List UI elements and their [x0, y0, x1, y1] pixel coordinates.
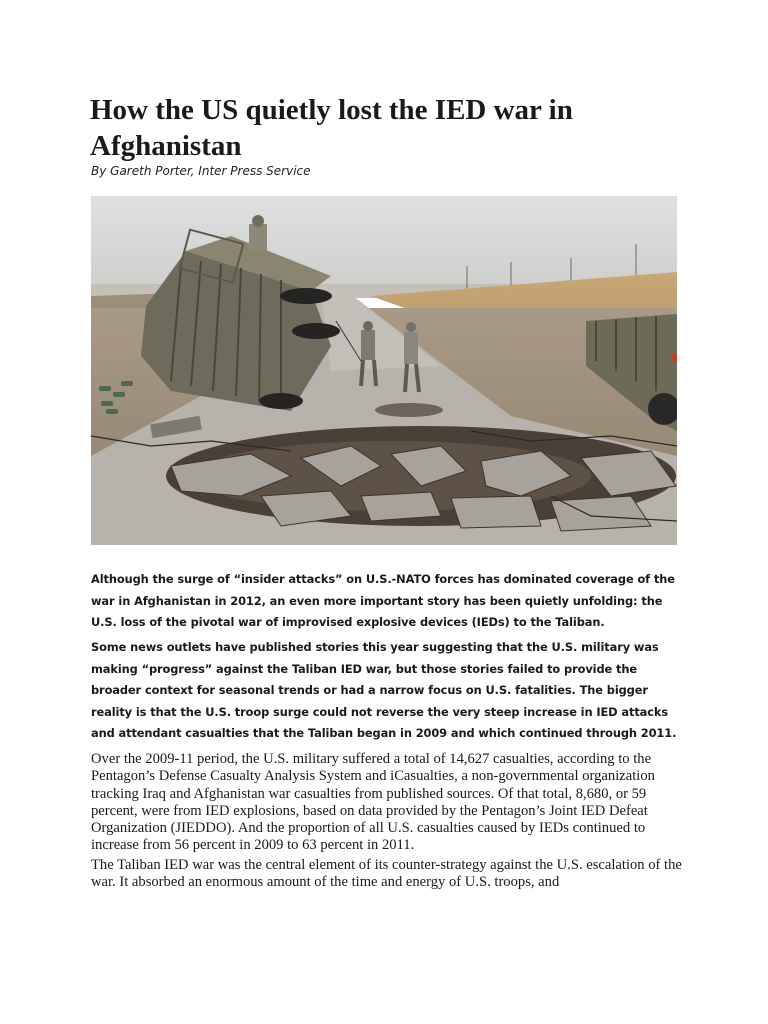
body-paragraph: Over the 2009-11 period, the U.S. military suffered a total of 14,627 casualties, according to the Pentagon’s Defense Casualty Analysis System and iCasualties, a non-governmental organization tracking Iraq and Afghanistan war casualties from published sources. Of that total, 8,680, or 59 percent, were from IED explosions, based on data provided by the Pentagon’s Joint IED Defeat Organization (JIEDDO). And the proportion of all U.S. casualties caused by IEDs continued to increase from 56 percent in 2009 to 63 percent in 2011. — [91, 751, 655, 854]
article-byline: By Gareth Porter, Inter Press Service — [91, 164, 311, 178]
intro-paragraph: Although the surge of “insider attacks” on U.S.-NATO forces has dominated coverage of the war in Afghanistan in 2012, an even more important story has been quietly unfolding: the U.S. loss of the pivotal war of improvised explosive devices (IEDs) to the Taliban. — [91, 572, 675, 629]
article-title: How the US quietly lost the IED war in Afghanistan — [90, 94, 573, 162]
intro-paragraph: Some news outlets have published stories this year suggesting that the U.S. military was making “progress” against the Taliban IED war, but those stories failed to provide the broader context for seasonal trends or had a narrow focus on U.S. fatalities. The bigger reality is that the U.S. troop surge could not reverse the very steep increase in IED attacks and attendant casualties that the Taliban began in 2009 and which continued through 2011. — [91, 640, 677, 740]
article-photo — [91, 196, 677, 545]
body-paragraph: The Taliban IED war was the central element of its counter-strategy against the U.S. escalation of the war. It absorbed an enormous amount of the time and energy of U.S. troops, and — [91, 857, 682, 891]
